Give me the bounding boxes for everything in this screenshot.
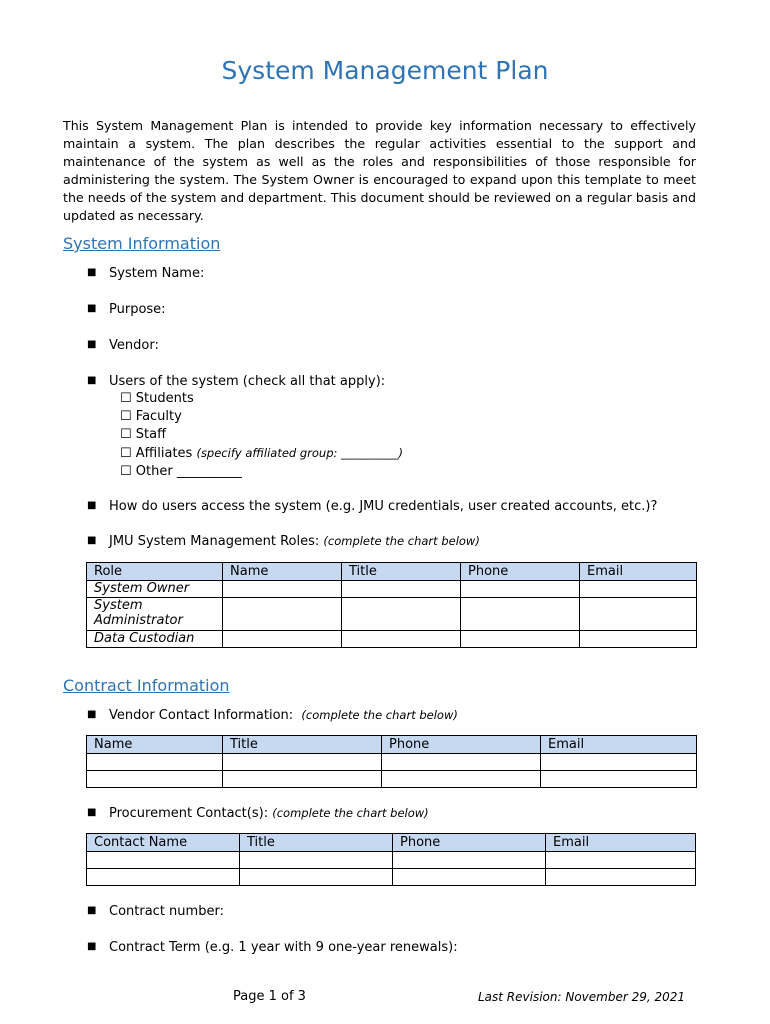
procurement-contact-table: [86, 833, 696, 886]
bullet-icon: ■: [87, 339, 97, 350]
table-row: [87, 852, 696, 869]
bullet-icon: ■: [87, 941, 97, 952]
checkbox-other[interactable]: ☐ Other __________: [120, 464, 242, 479]
heading-contract-information: Contract Information: [63, 676, 230, 695]
bullet-icon: ■: [87, 267, 97, 278]
bullet-icon: ■: [87, 375, 97, 386]
page-title: System Management Plan: [221, 56, 549, 85]
vendor-contact-table: [86, 735, 697, 788]
page-number: Page 1 of 3: [233, 989, 306, 1004]
bullet-icon: ■: [87, 500, 97, 511]
table-row: Data Custodian: [87, 631, 697, 648]
table-header-row: Contact Name Title Phone Email: [87, 834, 696, 852]
table-row: System Owner: [87, 581, 697, 598]
table-row: [87, 771, 697, 788]
table-row: [87, 869, 696, 886]
roles-table: [86, 562, 697, 648]
intro-paragraph: This System Management Plan is intended to provide key information necessary to effectively maintain a system. The plan describes the regular activities essential to the support and maintenance of the system as well as the roles and responsibilities of those responsible for administering the system. The System Owner is encouraged to expand upon this template to meet the needs of the system and department. This document should be reviewed on a regular basis and updated as necessary.: [63, 118, 696, 223]
table-header-row: Name Title Phone Email: [87, 736, 697, 754]
table-header-row: Role Name Title Phone Email: [87, 563, 697, 581]
table-row: [87, 754, 697, 771]
user-checkbox-list: [120, 390, 403, 481]
heading-system-information: System Information: [63, 234, 221, 253]
table-row: System Administrator: [87, 598, 697, 631]
checkbox-faculty[interactable]: ☐ Faculty: [120, 409, 182, 424]
bullet-icon: ■: [87, 535, 97, 546]
bullet-icon: ■: [87, 905, 97, 916]
bullet-icon: ■: [87, 807, 97, 818]
checkbox-staff[interactable]: ☐ Staff: [120, 427, 167, 442]
checkbox-affiliates[interactable]: ☐ Affiliates (specify affiliated group: __________): [120, 446, 404, 461]
last-revision: Last Revision: November 29, 2021: [478, 990, 686, 1004]
bullet-icon: ■: [87, 303, 97, 314]
checkbox-students[interactable]: ☐ Students: [120, 391, 194, 406]
affiliates-note: (specify affiliated group: __________): [196, 446, 404, 460]
bullet-icon: ■: [87, 709, 97, 720]
